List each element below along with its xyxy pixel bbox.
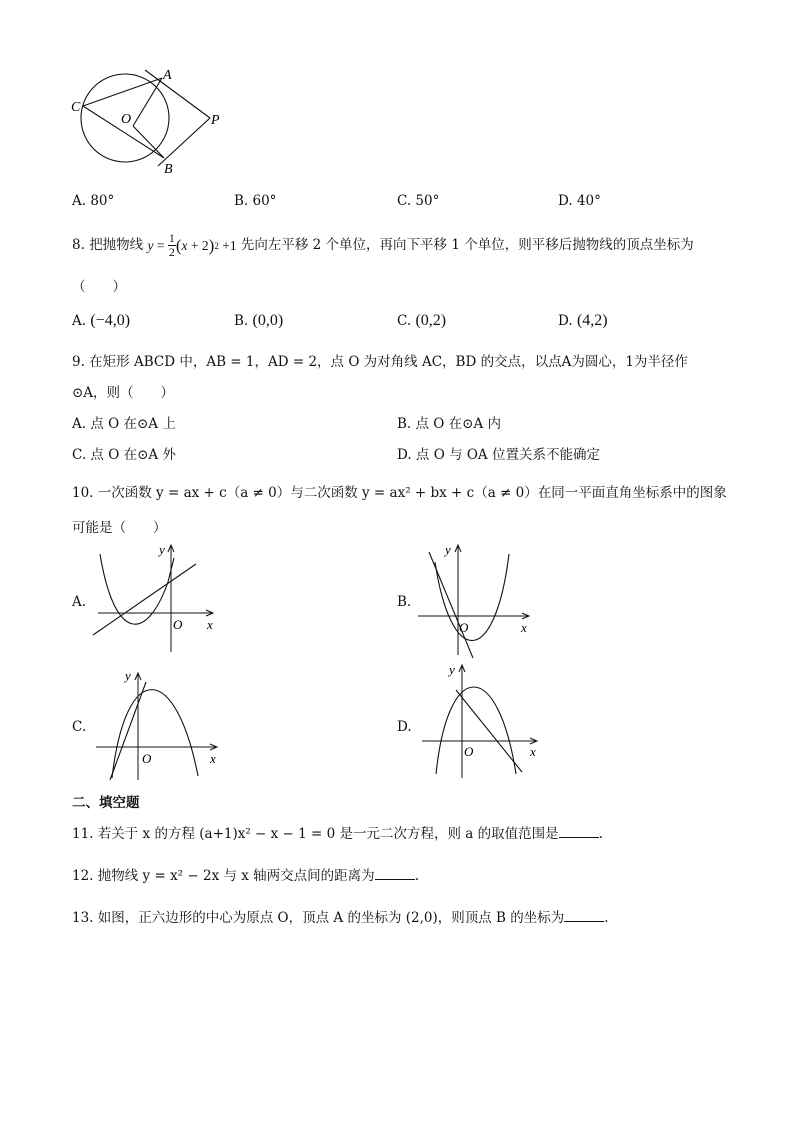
q9-option-b: B. 点 O 在⊙A 内 [397,416,502,432]
q13 [72,906,609,926]
y-label: y [449,662,455,677]
q10-line2: 可能是（ ） [72,520,167,536]
parabola [435,554,509,641]
segment-ca [83,78,162,106]
q10-label-c: C. [72,719,87,735]
q8-option-b: B. (0,0) [234,312,284,329]
parabola [436,687,516,774]
q8-number: 8. [72,237,85,253]
q11-end: . [598,826,603,842]
q13-text: 13. 如图，正六边形的中心为原点 O，顶点 A 的坐标为 (2,0)，则顶点 B 的坐标为 [72,910,565,926]
q9-option-a: A. 点 O 在⊙A 上 [72,416,176,432]
q7-option-a: A. 80° [72,193,115,209]
q8-line1 [72,232,694,259]
label-a: A [163,68,172,83]
line [456,690,522,772]
label-p: P [211,113,220,128]
origin-label: O [459,620,469,635]
q9-line2: ⊙A，则（ ） [72,385,175,401]
q7-option-b: B. 60° [234,193,277,209]
q10-graph-d [418,660,548,780]
q8-option-d: D. (4,2) [558,312,608,329]
tangent-pa [145,70,210,118]
q9-option-c: C. 点 O 在⊙A 外 [72,447,176,463]
q8-text-1: 把抛物线 [89,237,144,253]
q10-label-b: B. [397,594,412,610]
q10-label-d: D. [397,719,412,735]
q8-formula: y = 1 2 ( x + 2 ) 2 +1 [147,231,237,259]
q11-text: 11. 若关于 x 的方程 (a+1)x² − x − 1 = 0 是一元二次方程，则 a 的取值范围是 [72,826,559,842]
q8-option-a: A. (−4,0) [72,312,131,329]
label-o: O [121,112,132,127]
origin-label: O [464,744,474,759]
q11 [72,822,603,842]
q12-text: 12. 抛物线 y = x² − 2x 与 x 轴两交点间的距离为 [72,868,375,884]
x-label: x [207,617,213,632]
q12-end: . [414,868,419,884]
y-label: y [125,668,131,683]
y-label: y [445,542,451,557]
q10-label-a: A. [72,594,87,610]
q8-text-2: 先向左平移 2 个单位，再向下平移 1 个单位，则平移后抛物线的顶点坐标为 [240,237,694,253]
parabola [100,554,174,624]
label-c: C [71,100,81,115]
q10-graph-c [92,668,227,783]
section-title: 二、填空题 [72,795,140,811]
x-label: x [210,751,216,766]
segment-ob [133,126,164,158]
q9-line1: 9. 在矩形 ABCD 中，AB = 1，AD = 2，点 O 为对角线 AC，BD 的交点，以点A为圆心，1为半径作 [72,354,688,370]
q10-graph-b [415,540,540,660]
q8-option-c: C. (0,2) [397,312,447,329]
x-label: x [521,620,527,635]
line [110,682,146,780]
q9-option-d: D. 点 O 与 OA 位置关系不能确定 [397,447,600,463]
q12 [72,864,419,884]
q12-blank[interactable] [375,867,415,880]
x-label: x [530,744,536,759]
q11-blank[interactable] [559,825,599,838]
q8-paren: （ ） [72,279,126,295]
origin-label: O [142,751,152,766]
label-b: B [164,162,173,177]
q7-circle-figure [60,62,230,182]
q13-end: . [604,910,609,926]
q10-line1: 10. 一次函数 y = ax + c（a ≠ 0）与二次函数 y = ax² + bx + c（a ≠ 0）在同一平面直角坐标系中的图象 [72,485,727,501]
q7-option-d: D. 40° [558,193,601,209]
q7-option-c: C. 50° [397,193,440,209]
segment-oa [133,78,162,126]
line [429,552,473,658]
q13-blank[interactable] [564,909,604,922]
origin-label: O [173,617,183,632]
tangent-pb [158,118,210,166]
parabola [112,690,198,778]
q10-graph-a [90,540,225,655]
y-label: y [159,542,165,557]
